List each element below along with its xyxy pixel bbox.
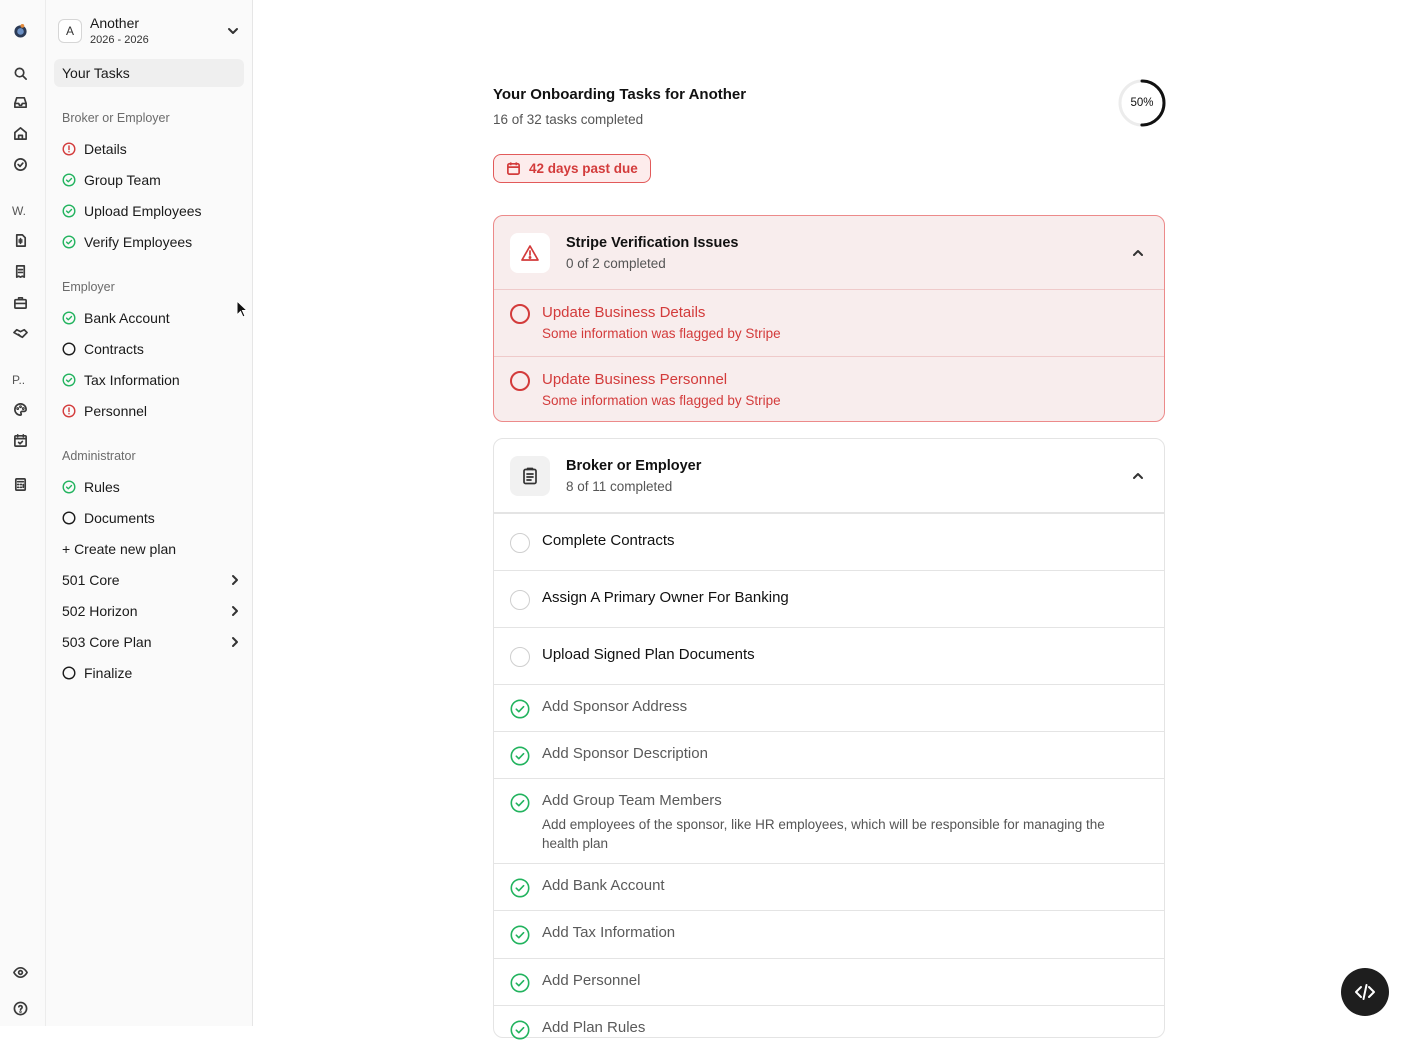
empty-circle-icon bbox=[510, 647, 530, 667]
task-title: Add Sponsor Address bbox=[542, 698, 688, 715]
sidebar-item-plan-501-core[interactable] bbox=[62, 569, 242, 591]
plans-section-label: P.. bbox=[12, 373, 26, 387]
file-dollar-icon[interactable] bbox=[12, 232, 28, 248]
sidebar-item-bank-account[interactable] bbox=[62, 307, 242, 329]
sidebar-item-plan-503-core-plan[interactable] bbox=[62, 631, 242, 653]
workspace-section-label: W. bbox=[12, 204, 26, 218]
sidebar-item-label: Personnel bbox=[84, 403, 148, 419]
empty-circle-icon bbox=[62, 342, 76, 356]
sidebar-item-contracts[interactable] bbox=[62, 338, 242, 360]
dev-tools-button[interactable] bbox=[1341, 968, 1389, 1016]
briefcase-icon[interactable] bbox=[12, 294, 28, 310]
sidebar-item-label: Documents bbox=[84, 510, 155, 526]
progress-ring bbox=[1117, 78, 1167, 128]
task-assign-primary-owner[interactable] bbox=[494, 570, 1164, 627]
task-title: Complete Contracts bbox=[542, 532, 675, 549]
main-content bbox=[253, 0, 1402, 1036]
org-switcher[interactable] bbox=[58, 14, 244, 50]
sidebar-item-label: Verify Employees bbox=[84, 234, 193, 250]
check-status-icon bbox=[62, 311, 76, 325]
empty-circle-icon bbox=[62, 511, 76, 525]
nav-your-tasks[interactable]: Your Tasks bbox=[54, 59, 244, 87]
check-status-icon bbox=[62, 480, 76, 494]
handshake-icon[interactable] bbox=[12, 325, 28, 341]
check-circle-icon bbox=[510, 793, 530, 813]
tasks-completed-count: 16 of 32 tasks completed bbox=[493, 112, 644, 127]
empty-circle-icon bbox=[510, 590, 530, 610]
inbox-icon[interactable] bbox=[12, 94, 28, 110]
due-status-badge bbox=[493, 154, 651, 183]
search-icon[interactable] bbox=[12, 65, 28, 81]
check-circle-icon bbox=[510, 746, 530, 766]
check-status-icon bbox=[62, 204, 76, 218]
sidebar-item-details[interactable] bbox=[62, 138, 242, 160]
empty-circle-icon bbox=[510, 371, 530, 391]
check-status-icon bbox=[62, 235, 76, 249]
sidebar bbox=[46, 0, 253, 1026]
icon-rail bbox=[0, 0, 46, 1026]
org-name: Another bbox=[90, 15, 140, 31]
stripe-task-update-business-personnel[interactable] bbox=[494, 356, 1164, 422]
clipboard-icon bbox=[510, 456, 550, 496]
broker-card-progress: 8 of 11 completed bbox=[566, 479, 673, 494]
section-label-broker-or-employer: Broker or Employer bbox=[62, 111, 170, 125]
check-circle-icon bbox=[510, 878, 530, 898]
task-add-sponsor-description[interactable] bbox=[494, 731, 1164, 778]
error-status-icon bbox=[62, 142, 76, 156]
task-title: Assign A Primary Owner For Banking bbox=[542, 589, 789, 606]
plan-label: 502 Horizon bbox=[62, 603, 138, 619]
chevron-right-icon bbox=[228, 635, 242, 649]
plan-label: 501 Core bbox=[62, 572, 120, 588]
help-icon[interactable] bbox=[12, 1000, 28, 1016]
sidebar-item-finalize[interactable] bbox=[62, 662, 242, 684]
receipt-icon[interactable] bbox=[12, 263, 28, 279]
calendar-check-icon[interactable] bbox=[12, 432, 28, 448]
chevron-down-icon[interactable] bbox=[226, 24, 240, 38]
error-status-icon bbox=[62, 404, 76, 418]
sidebar-item-label: Details bbox=[84, 141, 127, 157]
chevron-up-icon[interactable] bbox=[1130, 245, 1146, 261]
task-title: Upload Signed Plan Documents bbox=[542, 646, 755, 663]
broker-card-header[interactable] bbox=[494, 439, 1164, 513]
org-avatar: A bbox=[58, 19, 82, 43]
task-subtitle: Some information was flagged by Stripe bbox=[542, 393, 781, 408]
task-title: Update Business Personnel bbox=[542, 371, 728, 388]
chevron-up-icon[interactable] bbox=[1130, 468, 1146, 484]
check-circle-icon bbox=[510, 925, 530, 945]
stripe-card-title: Stripe Verification Issues bbox=[566, 235, 739, 251]
empty-circle-icon bbox=[510, 533, 530, 553]
empty-circle-icon bbox=[510, 304, 530, 324]
check-circle-icon bbox=[510, 1020, 530, 1040]
task-title: Update Business Details bbox=[542, 304, 706, 321]
create-new-plan-button[interactable] bbox=[62, 538, 242, 560]
task-add-plan-rules[interactable] bbox=[494, 1005, 1164, 1052]
sidebar-item-rules[interactable] bbox=[62, 476, 242, 498]
mouse-cursor-icon bbox=[236, 300, 248, 318]
sidebar-item-label: Group Team bbox=[84, 172, 161, 188]
create-new-plan-label: + Create new plan bbox=[62, 541, 177, 557]
sidebar-item-verify-employees[interactable] bbox=[62, 231, 242, 253]
plan-label: 503 Core Plan bbox=[62, 634, 152, 650]
chevron-right-icon bbox=[228, 573, 242, 587]
stripe-card-progress: 0 of 2 completed bbox=[566, 256, 666, 271]
sidebar-item-plan-502-horizon[interactable] bbox=[62, 600, 242, 622]
org-years: 2026 - 2026 bbox=[90, 34, 149, 46]
sidebar-item-label: Bank Account bbox=[84, 310, 170, 326]
sidebar-item-tax-information[interactable] bbox=[62, 369, 242, 391]
task-add-bank-account[interactable] bbox=[494, 863, 1164, 910]
task-complete-contracts[interactable] bbox=[494, 513, 1164, 570]
sidebar-item-personnel[interactable] bbox=[62, 400, 242, 422]
check-circle-icon bbox=[510, 973, 530, 993]
home-icon[interactable] bbox=[12, 125, 28, 141]
section-label-employer: Employer bbox=[62, 280, 115, 294]
stripe-card-header[interactable] bbox=[494, 216, 1164, 290]
progress-percent: 50% bbox=[1130, 97, 1154, 109]
task-add-sponsor-address[interactable] bbox=[494, 684, 1164, 731]
sidebar-item-label: Rules bbox=[84, 479, 120, 495]
page-title: Your Onboarding Tasks for Another bbox=[493, 86, 747, 103]
task-upload-signed-plan-documents[interactable] bbox=[494, 627, 1164, 684]
task-add-group-team-members[interactable] bbox=[494, 778, 1164, 863]
sidebar-item-label: Tax Information bbox=[84, 372, 180, 388]
empty-circle-icon bbox=[62, 666, 76, 680]
check-circle-icon[interactable] bbox=[12, 156, 28, 172]
calculator-icon[interactable] bbox=[12, 476, 28, 492]
broker-card-title: Broker or Employer bbox=[566, 458, 702, 474]
calendar-icon bbox=[506, 161, 521, 176]
sidebar-item-upload-employees[interactable] bbox=[62, 200, 242, 222]
task-title: Add Group Team Members bbox=[542, 792, 722, 809]
task-title: Add Bank Account bbox=[542, 877, 665, 894]
check-circle-icon bbox=[510, 699, 530, 719]
task-subtitle: Some information was flagged by Stripe bbox=[542, 326, 781, 341]
check-status-icon bbox=[62, 173, 76, 187]
check-status-icon bbox=[62, 373, 76, 387]
task-title: Add Sponsor Description bbox=[542, 745, 708, 762]
code-icon bbox=[1353, 980, 1377, 1004]
due-badge-label: 42 days past due bbox=[529, 161, 638, 176]
task-description: Add employees of the sponsor, like HR employees, which will be responsible for managing the health plan bbox=[542, 817, 1105, 851]
section-label-administrator: Administrator bbox=[62, 449, 136, 463]
sidebar-item-label: Upload Employees bbox=[84, 203, 202, 219]
sidebar-item-label: Finalize bbox=[84, 665, 133, 681]
sidebar-item-documents[interactable] bbox=[62, 507, 242, 529]
task-title: Add Personnel bbox=[542, 972, 641, 989]
app-logo-icon[interactable] bbox=[12, 22, 28, 38]
stripe-task-update-business-details[interactable] bbox=[494, 290, 1164, 356]
task-add-tax-information[interactable] bbox=[494, 910, 1164, 958]
palette-icon[interactable] bbox=[12, 401, 28, 417]
eye-icon[interactable] bbox=[12, 964, 28, 980]
sidebar-item-group-team[interactable] bbox=[62, 169, 242, 191]
chevron-right-icon bbox=[228, 604, 242, 618]
stripe-verification-card bbox=[493, 215, 1165, 422]
task-title: Add Tax Information bbox=[542, 924, 676, 941]
task-add-personnel[interactable] bbox=[494, 958, 1164, 1005]
warning-triangle-icon bbox=[510, 233, 550, 273]
broker-or-employer-card bbox=[493, 438, 1165, 1038]
sidebar-item-label: Contracts bbox=[84, 341, 144, 357]
task-title: Add Plan Rules bbox=[542, 1019, 646, 1036]
